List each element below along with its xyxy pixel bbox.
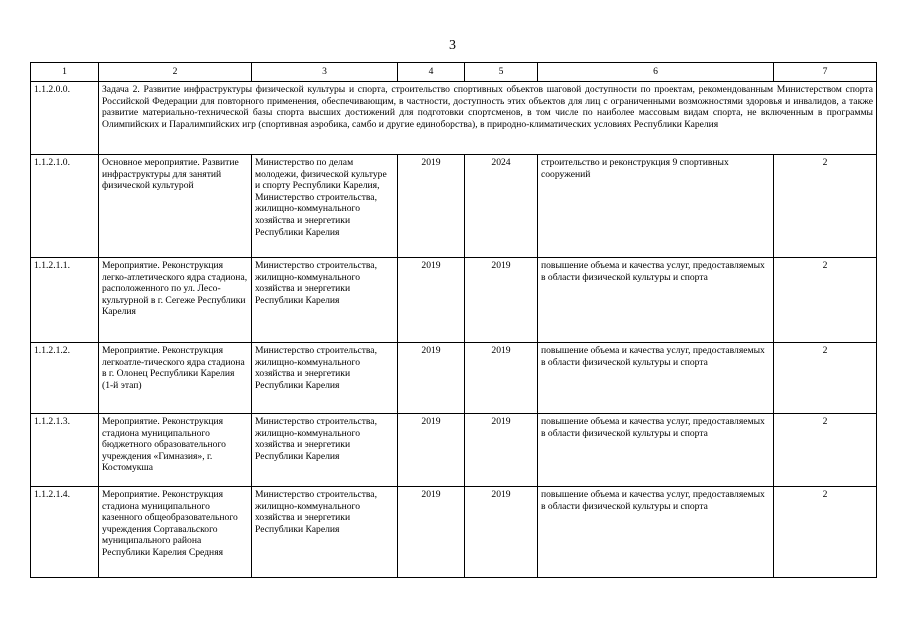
executor: Министерство строительства, жилищно-коммунального хозяйства и энергетики Республики Карелия [252,414,398,487]
column-7-value: 2 [774,155,877,258]
start-year: 2019 [398,155,465,258]
executor: Министерство строительства, жилищно-коммунального хозяйства и энергетики Республики Карелия [252,258,398,343]
row-code: 1.1.2.0.0. [31,82,99,155]
start-year: 2019 [398,343,465,414]
expected-result: строительство и реконструкция 9 спортивных сооружений [538,155,774,258]
column-header: 5 [465,63,538,82]
table-row [31,258,877,343]
end-year: 2024 [465,155,538,258]
expected-result: повышение объема и качества услуг, предоставляемых в области физической культуры и спорта [538,487,774,578]
expected-result: повышение объема и качества услуг, предоставляемых в области физической культуры и спорта [538,343,774,414]
start-year: 2019 [398,258,465,343]
column-header: 6 [538,63,774,82]
row-code: 1.1.2.1.0. [31,155,99,258]
executor: Министерство по делам молодежи, физической культуре и спорту Республики Карелия, Министерство строительства, жилищно-коммунального хозяйства и энергетики Республики Карелия [252,155,398,258]
event-name: Мероприятие. Реконструкция легкоатле-тического ядра стадиона в г. Олонец Республики Карелия (1-й этап) [99,343,252,414]
end-year: 2019 [465,343,538,414]
expected-result: повышение объема и качества услуг, предоставляемых в области физической культуры и спорта [538,258,774,343]
event-name: Мероприятие. Реконструкция стадиона муниципального казенного общеобразовательного учреждения Сортавальского муниципального района Республики Карелия Средняя [99,487,252,578]
column-header: 1 [31,63,99,82]
expected-result: повышение объема и качества услуг, предоставляемых в области физической культуры и спорта [538,414,774,487]
table-row [31,414,877,487]
column-header: 4 [398,63,465,82]
row-code: 1.1.2.1.2. [31,343,99,414]
row-code: 1.1.2.1.4. [31,487,99,578]
table-row [31,155,877,258]
column-header-row [31,63,877,82]
column-7-value: 2 [774,343,877,414]
column-header: 2 [99,63,252,82]
page-number: 3 [449,38,456,53]
end-year: 2019 [465,258,538,343]
task-description: Задача 2. Развитие инфраструктуры физической культуры и спорта, строительство спортивных объектов шаговой доступности по проектам, рекомендованным Министерством спорта Российской Федерации для повторного применения, обеспечивающим, в частности, доступность этих объектов для лиц с ограниченными возможностями здоровья и инвалидов, а также развитие материально-технической базы спорта высших достижений для подготовки спортсменов, в том числе по наиболее массовым видам спорта, не включенным в программы Олимпийских и Паралимпийских игр (спортивная аэробика, самбо и другие единоборства), в природно-климатических условиях Республики Карелия [99,82,877,155]
executor: Министерство строительства, жилищно-коммунального хозяйства и энергетики Республики Карелия [252,343,398,414]
column-7-value: 2 [774,414,877,487]
start-year: 2019 [398,487,465,578]
table-row [31,343,877,414]
event-name: Мероприятие. Реконструкция легко-атлетического ядра стадиона, расположенного по ул. Лесо-культурной в г. Сегеже Республики Карелия [99,258,252,343]
end-year: 2019 [465,414,538,487]
table-row [31,487,877,578]
event-name: Основное мероприятие. Развитие инфраструктуры для занятий физической культурой [99,155,252,258]
executor: Министерство строительства, жилищно-коммунального хозяйства и энергетики Республики Карелия [252,487,398,578]
column-header: 3 [252,63,398,82]
event-name: Мероприятие. Реконструкция стадиона муниципального бюджетного образовательного учреждения «Гимназия», г. Костомукша [99,414,252,487]
row-code: 1.1.2.1.3. [31,414,99,487]
column-7-value: 2 [774,258,877,343]
end-year: 2019 [465,487,538,578]
start-year: 2019 [398,414,465,487]
row-code: 1.1.2.1.1. [31,258,99,343]
program-table [30,62,877,578]
column-header: 7 [774,63,877,82]
column-7-value: 2 [774,487,877,578]
task-row [31,82,877,155]
